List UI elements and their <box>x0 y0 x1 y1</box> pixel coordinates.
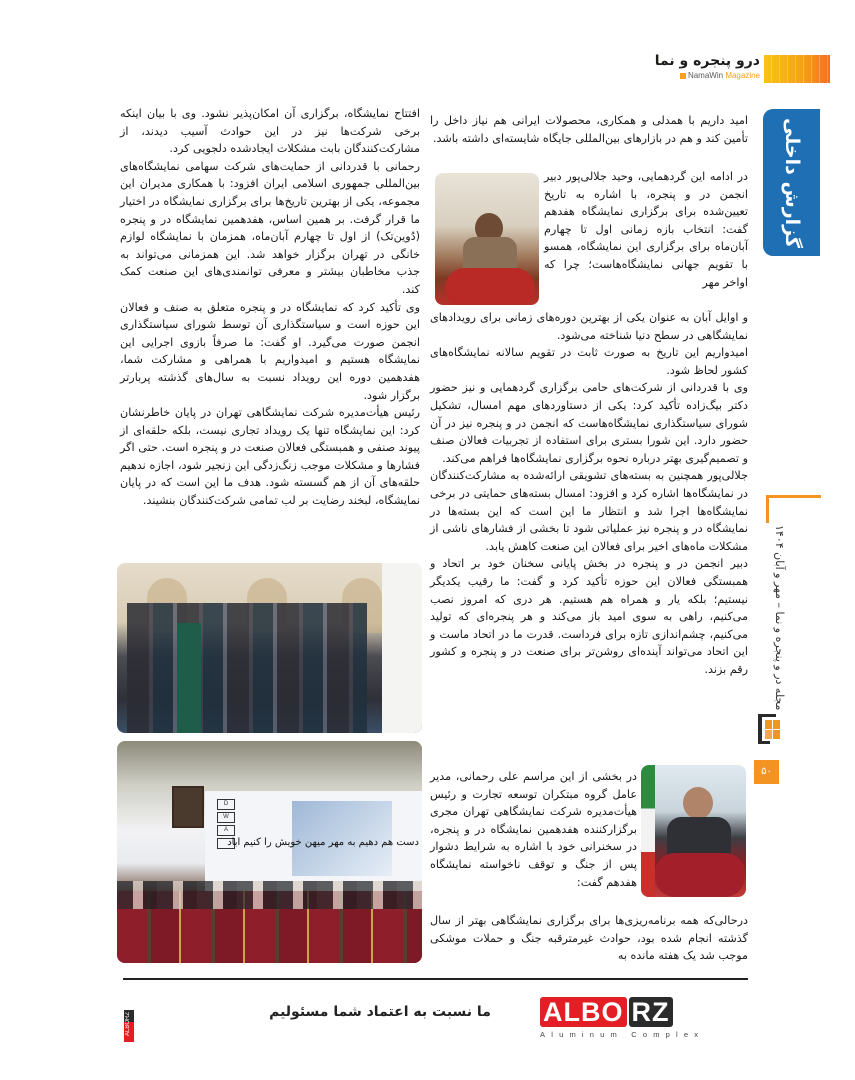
magazine-issue-text: مجله در و پنجره و نما – مهر و آبان ۱۴۰۴ <box>773 525 786 711</box>
magazine-issue-label <box>766 525 790 725</box>
alborz-small-logo <box>124 1010 134 1042</box>
logo-letter: D <box>217 799 235 810</box>
article-paragraph <box>430 768 637 891</box>
article-text: وی با قدردانی از شرکت‌های حامی برگزاری گردهمایی و نیز حضور دکتر بیگ‌زاده تأکید کرد: یکی از دستاوردهای مهم امسال، تشکیل شورای سیاستگذاری نمایشگاه‌هاست که انجمن در و پنجره نیز در آن حضور دارد. این شورا بستری برای استفاده از تجربیات فعالان صنف و تصمیم‌گیری بهتر درباره نحوه برگزاری نمایشگاه‌ها فراهم می‌کند. <box>430 381 748 465</box>
section-title: گزارش داخلی <box>780 117 803 248</box>
footer-divider <box>123 978 748 980</box>
brand-name-en <box>680 71 760 80</box>
section-tab <box>763 109 820 256</box>
page-number: ۵۰ <box>754 760 779 784</box>
article-paragraph <box>430 112 748 147</box>
photo-conference-hall <box>117 741 422 963</box>
article-text: رئیس هیأت‌مدیره شرکت نمایشگاهی تهران در پایان خاطرنشان کرد: این نمایشگاه تنها یک رویداد تجاری نیست، بلکه حلقه‌ای از پیوند صنفی و همبستگی فعالان صنعت در و پنجره است. حتی اگر فشارها و مشکلات موجب زنگ‌زدگی این زنجیر شود، اجازه ندهیم حلقه‌های آن از هم گسسته شود. هدف ما این است که در پایان نمایشگاه، لبخند رضایت بر لب تمامی شرکت‌کنندگان بنشیند. <box>120 406 420 508</box>
article-text: در بخشی از این مراسم علی رحمانی، مدیر عامل گروه مبتکران توسعه تجارت و رئیس هیأت‌مدیره شرکت نمایشگاهی تهران مجری برگزارکننده هفدهمین نمایشگاه در و پنجره، در سخنرانی خود با اشاره به شرایط دشوار پس از جنگ و توقف ناخواسته نمایشگاه هفدهم گفت: <box>430 770 637 889</box>
window-frame-icon <box>756 712 782 746</box>
alborz-logo <box>540 997 732 1045</box>
article-text: دبیر انجمن در و پنجره در بخش پایانی سخنان خود بر اتحاد و همبستگی فعالان این حوزه تأکید کرد و گفت: ما رقیب یکدیگر نیستیم؛ بلکه یار و همراه هم هستیم. هر دری که امروز نصب می‌کنیم، راهی به سوی امید باز می‌کند و هر پنجره‌ای که تولید می‌کنیم، چشم‌اندازی تازه برای فرداست. قدرت ما در اتحاد ماست و این اتحاد می‌تواند آینده‌ای روشن‌تر برای صنعت در و پنجره و کشور رقم بزند. <box>430 557 748 676</box>
article-paragraphs <box>430 309 748 678</box>
brand-name-fa: درو پنجره و نما <box>654 53 760 69</box>
photo-speaker-jalalipour <box>435 173 539 305</box>
article-text: رحمانی با قدردانی از حمایت‌های شرکت سهامی نمایشگاه‌های بین‌المللی جمهوری اسلامی ایران افزود: با همکاری مدیران این مجموعه، یکی از بهترین تاریخ‌ها برای برگزاری نمایشگاه در اختیار ما قرار گرفت. بر همین اساس، هفدهمین نمایشگاه در و پنجره (دُوین‌تک) از اول تا چهارم آبان‌ماه، همزمان با نمایشگاه لوازم خانگی در تهران برگزار خواهد شد. این همزمانی می‌تواند به جذب مخاطبان بیشتر و معرفی توانمندی‌های این صنعت کمک کند. <box>120 159 420 296</box>
conference-banner-text: دست هم دهیم به مهر میهن خویش را کنیم آباد <box>227 837 419 848</box>
article-text: وی تأکید کرد که نمایشگاه در و پنجره متعلق به صنف و فعالان این حوزه است و سیاستگذاری آن توسط شورای سیاستگذاری انجمن صورت می‌گیرد. او گفت: ما صرفاً بازوی اجرایی این نمایشگاه هستیم و امیدواریم با همراهی و مشارکت شما، هفدهمین دوره این رویداد نسبت به سال‌های گذشته پربارتر برگزار شود. <box>120 300 420 402</box>
orange-bracket-top <box>766 495 821 498</box>
photo-speaker-rahmani <box>641 765 746 897</box>
article-text: امیدواریم این تاریخ به صورت ثابت در تقویم سالانه نمایشگاه‌های کشور لحاظ شود. <box>430 346 748 377</box>
article-text: در ادامه این گردهمایی، وحید جلالی‌پور دبیر انجمن در و پنجره، با اشاره به تاریخ تعیین‌شده برای برگزاری نمایشگاه هفدهم گفت: انتخاب بازه زمانی اول تا چهارم آبان‌ماه برای برگزاری این نمایشگاه، همسو با تقویم جهانی نمایشگاه‌هاست؛ چرا که اواخر مهر <box>544 170 748 289</box>
logo-letter: A <box>217 825 235 836</box>
alborz-logo-red: ALBO <box>540 997 627 1027</box>
orange-bracket-side <box>766 495 769 523</box>
article-text: درحالی‌که همه برنامه‌ریزی‌ها برای برگزاری نمایشگاهی بهتر از سال گذشته انجام شده بود، حوادث غیرمترقبه جنگ و حملات موشکی موجب شد یک هفته مانده به <box>430 914 748 963</box>
alborz-logo-dark: RZ <box>629 997 673 1027</box>
brand-en-suffix: Magazine <box>725 71 760 80</box>
article-paragraph <box>430 912 748 965</box>
brand-square-icon <box>680 73 686 79</box>
photo-group-attendees <box>117 563 422 733</box>
brand-color-bar <box>764 55 830 83</box>
alborz-small-text: ALBORZ <box>125 1012 131 1037</box>
logo-letter: W <box>217 812 235 823</box>
brand-en-prefix: NamaWin <box>687 71 724 80</box>
article-text: افتتاح نمایشگاه، برگزاری آن امکان‌پذیر نشود. وی با بیان اینکه برخی شرکت‌ها نیز در این حوادث آسیب دیدند، از مشارکت‌کنندگان بابت مشکلات ایجادشده دلجویی کرد. <box>120 107 420 156</box>
article-text: و اوایل آبان به عنوان یکی از بهترین دوره‌های زمانی برای رویدادهای نمایشگاهی در سطح دنیا شناخته می‌شود. <box>430 311 748 342</box>
magazine-brand-logo <box>640 53 830 85</box>
article-text: جلالی‌پور همچنین به بسته‌های تشویقی ارائه‌شده به مشارکت‌کنندگان در نمایشگاه‌ها اشاره کرد و افزود: امسال بسته‌های حمایتی در برخی نمایشگاه‌ها اجرا شد و انتظار ما این است که این بسته‌ها در نمایشگاه در و پنجره نیز عملیاتی شود تا بخشی از فشارهای ناشی از مشکلات ماه‌های اخیر برای فعالان این صنعت کاهش یابد. <box>430 469 748 553</box>
alborz-logo-subtitle: Aluminum Complex <box>540 1030 705 1039</box>
article-text: امید داریم با همدلی و همکاری، محصولات ایرانی هم نیاز داخل را تأمین کند و هم در بازارهای بین‌المللی جایگاه شایسته‌ای داشته باشد. <box>430 114 748 145</box>
footer-slogan: ما نسبت به اعتماد شما مسئولیم <box>269 1004 491 1020</box>
article-left-column <box>120 105 420 510</box>
article-paragraph <box>544 168 748 291</box>
